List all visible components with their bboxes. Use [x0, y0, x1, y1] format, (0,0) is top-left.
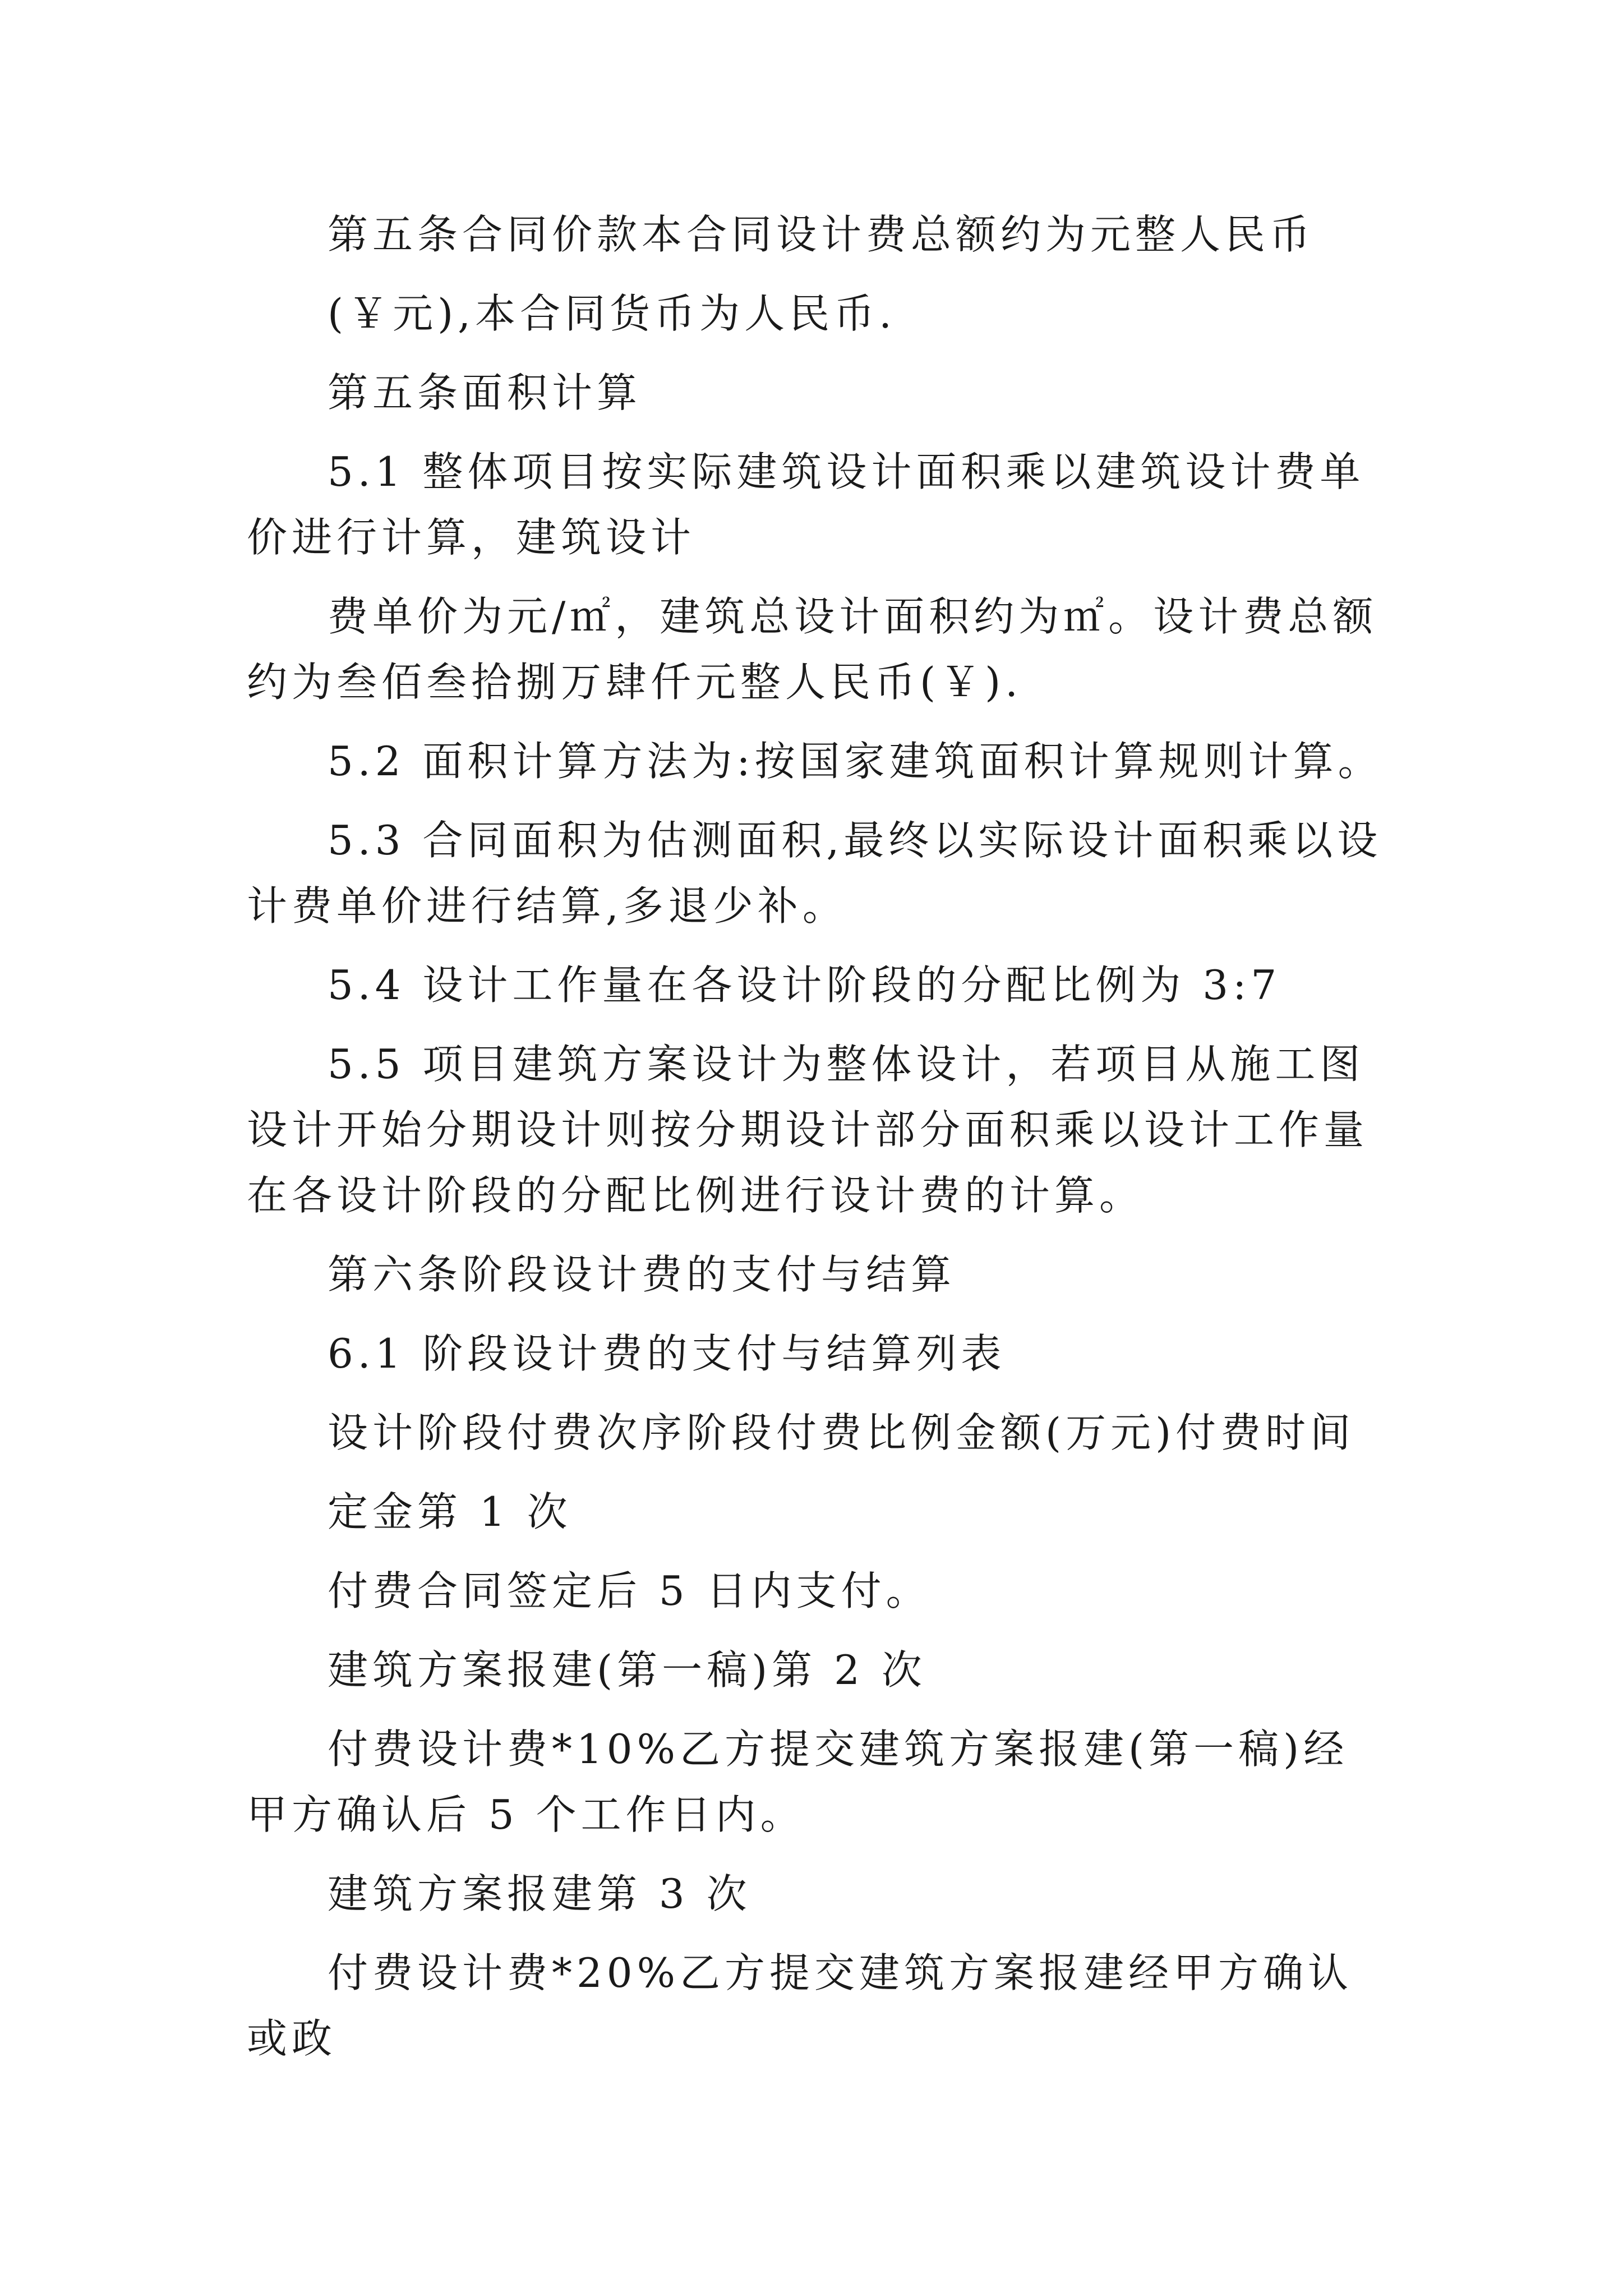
paragraph-unit-price: 费单价为元/㎡，建筑总设计面积约为㎡。设计费总额约为叁佰叁拾捌万肆仟元整人民币(￥). — [247, 593, 1378, 706]
paragraph-scheme-first-draft: 建筑方案报建(第一稿)第 2 次 — [328, 1646, 926, 1694]
paragraph-article6-heading: 第六条阶段设计费的支付与结算 — [328, 1251, 956, 1298]
document-body — [247, 202, 1385, 2072]
paragraph-5-1: 5.1 整体项目按实际建筑设计面积乘以建筑设计费单价进行计算，建筑设计 — [247, 448, 1365, 561]
paragraph-scheme-approval-payment: 付费设计费*20%乙方提交建筑方案报建经甲方确认或政 — [247, 1949, 1353, 2062]
paragraph-currency: (￥元),本合同货币为人民币. — [328, 290, 896, 337]
paragraph-5-3: 5.3 合同面积为估测面积,最终以实际设计面积乘以设计费单价进行结算,多退少补。 — [247, 817, 1382, 930]
paragraph-scheme-first-draft-payment: 付费设计费*10%乙方提交建筑方案报建(第一稿)经甲方确认后 5 个工作日内。 — [247, 1726, 1349, 1838]
paragraph-deposit-payment: 付费合同签定后 5 日内支付。 — [328, 1567, 931, 1614]
paragraph-scheme-approval: 建筑方案报建第 3 次 — [328, 1870, 751, 1917]
paragraph-table-header: 设计阶段付费次序阶段付费比例金额(万元)付费时间 — [328, 1409, 1355, 1456]
paragraph-5-5: 5.5 项目建筑方案设计为整体设计，若项目从施工图设计开始分期设计则按分期设计部分面积乘以设计工作量在各设计阶段的分配比例进行设计费的计算。 — [247, 1041, 1369, 1219]
paragraph-5-2: 5.2 面积计算方法为:按国家建筑面积计算规则计算。 — [328, 738, 1383, 785]
paragraph-article5-price: 第五条合同价款本合同设计费总额约为元整人民币 — [328, 211, 1315, 258]
paragraph-area-heading: 第五条面积计算 — [328, 369, 642, 416]
paragraph-5-4: 5.4 设计工作量在各设计阶段的分配比例为 3:7 — [328, 961, 1281, 1009]
paragraph-deposit: 定金第 1 次 — [328, 1488, 572, 1535]
paragraph-6-1: 6.1 阶段设计费的支付与结算列表 — [328, 1330, 1006, 1377]
